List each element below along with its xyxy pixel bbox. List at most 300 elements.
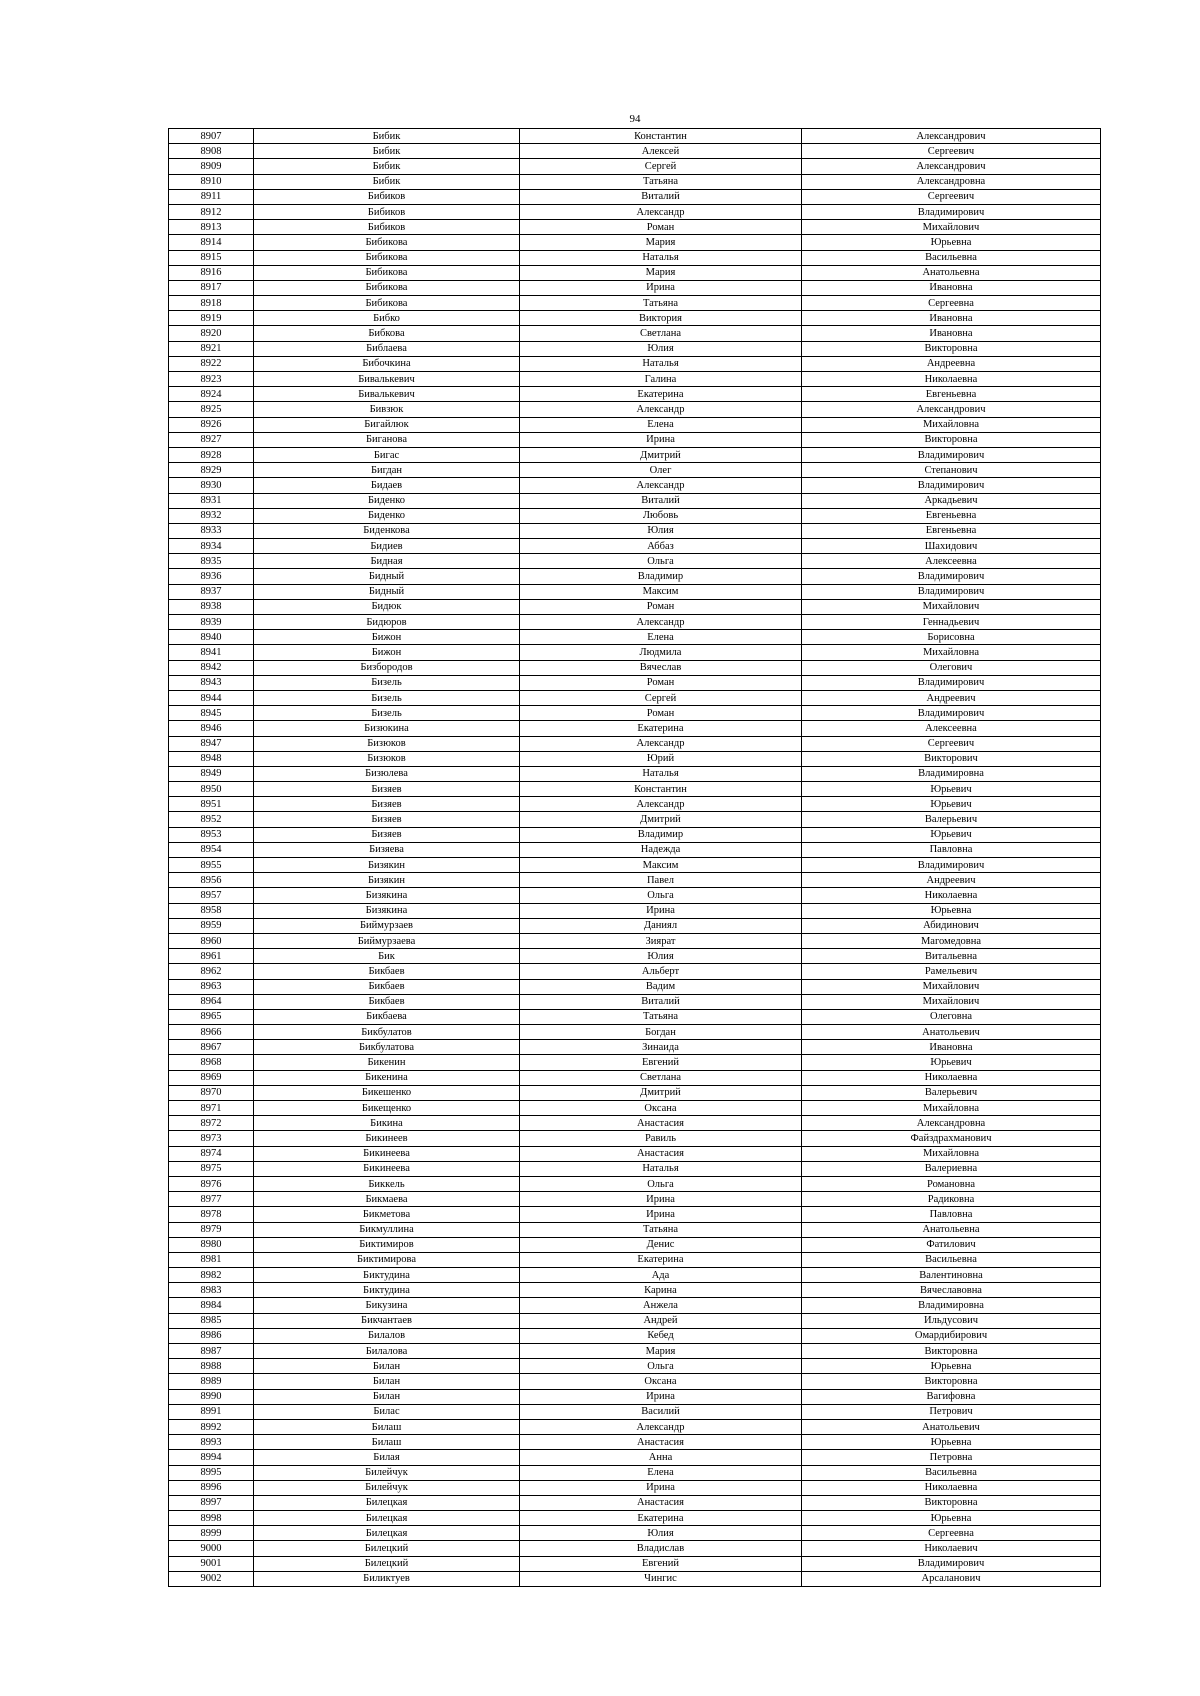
- first-name-cell: Ирина: [520, 1480, 802, 1495]
- patronymic-cell: Олегович: [802, 660, 1101, 675]
- last-name-cell: Бикметова: [254, 1207, 520, 1222]
- table-row: [169, 1389, 1101, 1404]
- patronymic-cell: Владимирович: [802, 858, 1101, 873]
- record-number-cell: 8947: [169, 736, 254, 751]
- table-row: [169, 1070, 1101, 1085]
- record-number-cell: 8911: [169, 189, 254, 204]
- last-name-cell: Билецкая: [254, 1511, 520, 1526]
- table-row: [169, 265, 1101, 280]
- first-name-cell: Надежда: [520, 842, 802, 857]
- last-name-cell: Билейчук: [254, 1480, 520, 1495]
- table-row: [169, 994, 1101, 1009]
- table-row: [169, 478, 1101, 493]
- patronymic-cell: Николаевна: [802, 888, 1101, 903]
- patronymic-cell: Анатольевич: [802, 1025, 1101, 1040]
- patronymic-cell: Алексеевна: [802, 721, 1101, 736]
- table-row: [169, 554, 1101, 569]
- patronymic-cell: Андреевич: [802, 690, 1101, 705]
- record-number-cell: 8913: [169, 220, 254, 235]
- patronymic-cell: Викторович: [802, 751, 1101, 766]
- last-name-cell: Бик: [254, 949, 520, 964]
- patronymic-cell: Файздрахманович: [802, 1131, 1101, 1146]
- table-row: [169, 1465, 1101, 1480]
- last-name-cell: Бикбулатов: [254, 1025, 520, 1040]
- last-name-cell: Бизяев: [254, 827, 520, 842]
- patronymic-cell: Михайловна: [802, 1101, 1101, 1116]
- table-row: [169, 387, 1101, 402]
- patronymic-cell: Юрьевич: [802, 1055, 1101, 1070]
- record-number-cell: 8985: [169, 1313, 254, 1328]
- last-name-cell: Бидюк: [254, 599, 520, 614]
- first-name-cell: Ирина: [520, 280, 802, 295]
- patronymic-cell: Аркадьевич: [802, 493, 1101, 508]
- record-number-cell: 8986: [169, 1328, 254, 1343]
- patronymic-cell: Сергеевич: [802, 736, 1101, 751]
- patronymic-cell: Александрович: [802, 159, 1101, 174]
- table-row: [169, 1131, 1101, 1146]
- last-name-cell: Биккель: [254, 1176, 520, 1191]
- patronymic-cell: Андреевич: [802, 873, 1101, 888]
- last-name-cell: Бикбаева: [254, 1009, 520, 1024]
- patronymic-cell: Александрович: [802, 129, 1101, 144]
- last-name-cell: Бибикова: [254, 280, 520, 295]
- first-name-cell: Вячеслав: [520, 660, 802, 675]
- first-name-cell: Ирина: [520, 1389, 802, 1404]
- table-row: [169, 1541, 1101, 1556]
- patronymic-cell: Валерьевич: [802, 1085, 1101, 1100]
- last-name-cell: Бикчантаев: [254, 1313, 520, 1328]
- table-row: [169, 1146, 1101, 1161]
- record-number-cell: 8990: [169, 1389, 254, 1404]
- table-row: [169, 690, 1101, 705]
- patronymic-cell: Ивановна: [802, 326, 1101, 341]
- patronymic-cell: Юрьевна: [802, 1359, 1101, 1374]
- last-name-cell: Бикинеева: [254, 1161, 520, 1176]
- patronymic-cell: Ивановна: [802, 280, 1101, 295]
- table-row: [169, 1556, 1101, 1571]
- first-name-cell: Мария: [520, 265, 802, 280]
- first-name-cell: Ольга: [520, 888, 802, 903]
- patronymic-cell: Александрович: [802, 402, 1101, 417]
- record-number-cell: 8997: [169, 1495, 254, 1510]
- last-name-cell: Билейчук: [254, 1465, 520, 1480]
- last-name-cell: Бибиков: [254, 220, 520, 235]
- table-row: [169, 1101, 1101, 1116]
- table-row: [169, 1435, 1101, 1450]
- patronymic-cell: Михайлович: [802, 994, 1101, 1009]
- record-number-cell: 8956: [169, 873, 254, 888]
- record-number-cell: 8963: [169, 979, 254, 994]
- last-name-cell: Билан: [254, 1359, 520, 1374]
- patronymic-cell: Васильевна: [802, 1465, 1101, 1480]
- patronymic-cell: Алексеевна: [802, 554, 1101, 569]
- first-name-cell: Юрий: [520, 751, 802, 766]
- table-row: [169, 1571, 1101, 1586]
- table-row: [169, 812, 1101, 827]
- record-number-cell: 8966: [169, 1025, 254, 1040]
- record-number-cell: 8925: [169, 402, 254, 417]
- last-name-cell: Бизюков: [254, 736, 520, 751]
- table-row: [169, 1055, 1101, 1070]
- last-name-cell: Бивалькевич: [254, 387, 520, 402]
- last-name-cell: Билецкий: [254, 1541, 520, 1556]
- last-name-cell: Билалов: [254, 1328, 520, 1343]
- first-name-cell: Вадим: [520, 979, 802, 994]
- last-name-cell: Бибочкина: [254, 356, 520, 371]
- last-name-cell: Бизель: [254, 690, 520, 705]
- record-number-cell: 8926: [169, 417, 254, 432]
- record-number-cell: 8912: [169, 204, 254, 219]
- first-name-cell: Анастасия: [520, 1146, 802, 1161]
- patronymic-cell: Фатилович: [802, 1237, 1101, 1252]
- patronymic-cell: Васильевна: [802, 250, 1101, 265]
- record-number-cell: 8915: [169, 250, 254, 265]
- last-name-cell: Бизякина: [254, 888, 520, 903]
- first-name-cell: Андрей: [520, 1313, 802, 1328]
- table-row: [169, 296, 1101, 311]
- first-name-cell: Богдан: [520, 1025, 802, 1040]
- table-row: [169, 1526, 1101, 1541]
- record-number-cell: 8942: [169, 660, 254, 675]
- record-number-cell: 9000: [169, 1541, 254, 1556]
- first-name-cell: Александр: [520, 478, 802, 493]
- table-row: [169, 1085, 1101, 1100]
- last-name-cell: Бикузина: [254, 1298, 520, 1313]
- last-name-cell: Билаш: [254, 1435, 520, 1450]
- record-number-cell: 8949: [169, 766, 254, 781]
- record-number-cell: 8973: [169, 1131, 254, 1146]
- first-name-cell: Максим: [520, 584, 802, 599]
- first-name-cell: Дмитрий: [520, 812, 802, 827]
- first-name-cell: Александр: [520, 736, 802, 751]
- last-name-cell: Бикенина: [254, 1070, 520, 1085]
- patronymic-cell: Андреевна: [802, 356, 1101, 371]
- record-number-cell: 8972: [169, 1116, 254, 1131]
- patronymic-cell: Владимирович: [802, 447, 1101, 462]
- record-number-cell: 8908: [169, 144, 254, 159]
- record-number-cell: 8916: [169, 265, 254, 280]
- first-name-cell: Светлана: [520, 326, 802, 341]
- record-number-cell: 8946: [169, 721, 254, 736]
- table-row: [169, 356, 1101, 371]
- table-row: [169, 144, 1101, 159]
- record-number-cell: 8970: [169, 1085, 254, 1100]
- patronymic-cell: Николаевна: [802, 1070, 1101, 1085]
- table-row: [169, 417, 1101, 432]
- record-number-cell: 8968: [169, 1055, 254, 1070]
- last-name-cell: Бикещенко: [254, 1101, 520, 1116]
- patronymic-cell: Олеговна: [802, 1009, 1101, 1024]
- table-row: [169, 1252, 1101, 1267]
- last-name-cell: Бибикова: [254, 235, 520, 250]
- table-row: [169, 675, 1101, 690]
- patronymic-cell: Владимирович: [802, 706, 1101, 721]
- last-name-cell: Биденкова: [254, 523, 520, 538]
- patronymic-cell: Радиковна: [802, 1192, 1101, 1207]
- registry-body: [169, 129, 1101, 1587]
- patronymic-cell: Магомедовна: [802, 933, 1101, 948]
- first-name-cell: Ада: [520, 1268, 802, 1283]
- last-name-cell: Бизяева: [254, 842, 520, 857]
- record-number-cell: 8964: [169, 994, 254, 1009]
- first-name-cell: Ольга: [520, 554, 802, 569]
- last-name-cell: Бизякин: [254, 873, 520, 888]
- last-name-cell: Бизякина: [254, 903, 520, 918]
- patronymic-cell: Николаевич: [802, 1541, 1101, 1556]
- record-number-cell: 8914: [169, 235, 254, 250]
- record-number-cell: 8929: [169, 463, 254, 478]
- record-number-cell: 8992: [169, 1419, 254, 1434]
- first-name-cell: Анастасия: [520, 1495, 802, 1510]
- first-name-cell: Людмила: [520, 645, 802, 660]
- first-name-cell: Ирина: [520, 903, 802, 918]
- last-name-cell: Бикбаев: [254, 964, 520, 979]
- last-name-cell: Бидный: [254, 584, 520, 599]
- table-row: [169, 1495, 1101, 1510]
- table-row: [169, 736, 1101, 751]
- record-number-cell: 8927: [169, 432, 254, 447]
- table-row: [169, 721, 1101, 736]
- record-number-cell: 8948: [169, 751, 254, 766]
- table-row: [169, 311, 1101, 326]
- last-name-cell: Билецкая: [254, 1495, 520, 1510]
- first-name-cell: Олег: [520, 463, 802, 478]
- first-name-cell: Виталий: [520, 493, 802, 508]
- table-row: [169, 1344, 1101, 1359]
- last-name-cell: Бижон: [254, 645, 520, 660]
- first-name-cell: Евгений: [520, 1556, 802, 1571]
- record-number-cell: 8924: [169, 387, 254, 402]
- first-name-cell: Роман: [520, 675, 802, 690]
- table-row: [169, 341, 1101, 356]
- first-name-cell: Александр: [520, 615, 802, 630]
- patronymic-cell: Николаевна: [802, 372, 1101, 387]
- record-number-cell: 8907: [169, 129, 254, 144]
- last-name-cell: Бибиков: [254, 189, 520, 204]
- first-name-cell: Ирина: [520, 1207, 802, 1222]
- table-row: [169, 766, 1101, 781]
- first-name-cell: Юлия: [520, 1526, 802, 1541]
- first-name-cell: Константин: [520, 782, 802, 797]
- record-number-cell: 8934: [169, 539, 254, 554]
- first-name-cell: Виктория: [520, 311, 802, 326]
- patronymic-cell: Юрьевич: [802, 782, 1101, 797]
- first-name-cell: Екатерина: [520, 721, 802, 736]
- table-row: [169, 706, 1101, 721]
- table-row: [169, 463, 1101, 478]
- last-name-cell: Бизбородов: [254, 660, 520, 675]
- first-name-cell: Светлана: [520, 1070, 802, 1085]
- first-name-cell: Александр: [520, 797, 802, 812]
- first-name-cell: Максим: [520, 858, 802, 873]
- record-number-cell: 8930: [169, 478, 254, 493]
- table-row: [169, 660, 1101, 675]
- table-row: [169, 523, 1101, 538]
- record-number-cell: 8987: [169, 1344, 254, 1359]
- last-name-cell: Бибикова: [254, 265, 520, 280]
- first-name-cell: Виталий: [520, 994, 802, 1009]
- last-name-cell: Бизюков: [254, 751, 520, 766]
- table-row: [169, 1116, 1101, 1131]
- record-number-cell: 8931: [169, 493, 254, 508]
- record-number-cell: 8950: [169, 782, 254, 797]
- patronymic-cell: Владимирович: [802, 569, 1101, 584]
- first-name-cell: Анастасия: [520, 1116, 802, 1131]
- last-name-cell: Биктимирова: [254, 1252, 520, 1267]
- patronymic-cell: Владимирович: [802, 1556, 1101, 1571]
- last-name-cell: Бибикова: [254, 296, 520, 311]
- last-name-cell: Бигдан: [254, 463, 520, 478]
- table-row: [169, 508, 1101, 523]
- patronymic-cell: Юрьевич: [802, 797, 1101, 812]
- last-name-cell: Бикбулатова: [254, 1040, 520, 1055]
- table-row: [169, 1480, 1101, 1495]
- record-number-cell: 8961: [169, 949, 254, 964]
- last-name-cell: Бибик: [254, 129, 520, 144]
- record-number-cell: 8998: [169, 1511, 254, 1526]
- table-row: [169, 447, 1101, 462]
- patronymic-cell: Николаевна: [802, 1480, 1101, 1495]
- last-name-cell: Билецкая: [254, 1526, 520, 1541]
- patronymic-cell: Вагифовна: [802, 1389, 1101, 1404]
- table-row: [169, 1374, 1101, 1389]
- table-row: [169, 326, 1101, 341]
- table-row: [169, 250, 1101, 265]
- first-name-cell: Татьяна: [520, 1009, 802, 1024]
- patronymic-cell: Геннадьевич: [802, 615, 1101, 630]
- record-number-cell: 8917: [169, 280, 254, 295]
- last-name-cell: Биденко: [254, 493, 520, 508]
- table-row: [169, 873, 1101, 888]
- first-name-cell: Сергей: [520, 690, 802, 705]
- last-name-cell: Бикенин: [254, 1055, 520, 1070]
- table-row: [169, 402, 1101, 417]
- first-name-cell: Юлия: [520, 523, 802, 538]
- table-row: [169, 159, 1101, 174]
- table-row: [169, 964, 1101, 979]
- last-name-cell: Биктудина: [254, 1268, 520, 1283]
- first-name-cell: Зиярат: [520, 933, 802, 948]
- first-name-cell: Алексей: [520, 144, 802, 159]
- first-name-cell: Кебед: [520, 1328, 802, 1343]
- last-name-cell: Бикина: [254, 1116, 520, 1131]
- record-number-cell: 8981: [169, 1252, 254, 1267]
- patronymic-cell: Викторовна: [802, 432, 1101, 447]
- table-row: [169, 842, 1101, 857]
- record-number-cell: 8933: [169, 523, 254, 538]
- record-number-cell: 8994: [169, 1450, 254, 1465]
- last-name-cell: Билалова: [254, 1344, 520, 1359]
- first-name-cell: Александр: [520, 402, 802, 417]
- record-number-cell: 8993: [169, 1435, 254, 1450]
- record-number-cell: 8936: [169, 569, 254, 584]
- first-name-cell: Анастасия: [520, 1435, 802, 1450]
- table-row: [169, 1298, 1101, 1313]
- record-number-cell: 8995: [169, 1465, 254, 1480]
- record-number-cell: 8967: [169, 1040, 254, 1055]
- table-row: [169, 220, 1101, 235]
- record-number-cell: 8982: [169, 1268, 254, 1283]
- record-number-cell: 8965: [169, 1009, 254, 1024]
- record-number-cell: 8953: [169, 827, 254, 842]
- patronymic-cell: Петрович: [802, 1404, 1101, 1419]
- first-name-cell: Анна: [520, 1450, 802, 1465]
- last-name-cell: Бикбаев: [254, 979, 520, 994]
- table-row: [169, 797, 1101, 812]
- table-row: [169, 888, 1101, 903]
- table-row: [169, 1283, 1101, 1298]
- first-name-cell: Елена: [520, 630, 802, 645]
- patronymic-cell: Владимировна: [802, 766, 1101, 781]
- first-name-cell: Альберт: [520, 964, 802, 979]
- table-row: [169, 1450, 1101, 1465]
- patronymic-cell: Витальевна: [802, 949, 1101, 964]
- table-row: [169, 918, 1101, 933]
- patronymic-cell: Валериевна: [802, 1161, 1101, 1176]
- patronymic-cell: Евгеньевна: [802, 387, 1101, 402]
- first-name-cell: Наталья: [520, 356, 802, 371]
- first-name-cell: Чингис: [520, 1571, 802, 1586]
- last-name-cell: Бивзюк: [254, 402, 520, 417]
- last-name-cell: Бидный: [254, 569, 520, 584]
- last-name-cell: Биймурзаева: [254, 933, 520, 948]
- patronymic-cell: Павловна: [802, 1207, 1101, 1222]
- first-name-cell: Юлия: [520, 341, 802, 356]
- patronymic-cell: Сергеевна: [802, 296, 1101, 311]
- last-name-cell: Бидиев: [254, 539, 520, 554]
- patronymic-cell: Владимирович: [802, 584, 1101, 599]
- first-name-cell: Мария: [520, 235, 802, 250]
- record-number-cell: 8935: [169, 554, 254, 569]
- record-number-cell: 8920: [169, 326, 254, 341]
- patronymic-cell: Викторовна: [802, 1344, 1101, 1359]
- first-name-cell: Мария: [520, 1344, 802, 1359]
- first-name-cell: Оксана: [520, 1374, 802, 1389]
- last-name-cell: Биликтуев: [254, 1571, 520, 1586]
- patronymic-cell: Михайлович: [802, 599, 1101, 614]
- last-name-cell: Бибко: [254, 311, 520, 326]
- first-name-cell: Павел: [520, 873, 802, 888]
- table-row: [169, 1404, 1101, 1419]
- record-number-cell: 8938: [169, 599, 254, 614]
- patronymic-cell: Анатольевна: [802, 1222, 1101, 1237]
- record-number-cell: 8977: [169, 1192, 254, 1207]
- table-row: [169, 1268, 1101, 1283]
- table-row: [169, 1176, 1101, 1191]
- last-name-cell: Бибик: [254, 144, 520, 159]
- first-name-cell: Ирина: [520, 1192, 802, 1207]
- last-name-cell: Бивалькевич: [254, 372, 520, 387]
- first-name-cell: Александр: [520, 204, 802, 219]
- table-row: [169, 645, 1101, 660]
- table-row: [169, 1025, 1101, 1040]
- record-number-cell: 8939: [169, 615, 254, 630]
- last-name-cell: Биймурзаев: [254, 918, 520, 933]
- last-name-cell: Билецкий: [254, 1556, 520, 1571]
- patronymic-cell: Александровна: [802, 1116, 1101, 1131]
- first-name-cell: Оксана: [520, 1101, 802, 1116]
- last-name-cell: Бизяев: [254, 797, 520, 812]
- patronymic-cell: Юрьевна: [802, 1511, 1101, 1526]
- record-number-cell: 8928: [169, 447, 254, 462]
- last-name-cell: Бикмуллина: [254, 1222, 520, 1237]
- record-number-cell: 8975: [169, 1161, 254, 1176]
- patronymic-cell: Анатольевна: [802, 265, 1101, 280]
- first-name-cell: Дмитрий: [520, 447, 802, 462]
- patronymic-cell: Рамельевич: [802, 964, 1101, 979]
- record-number-cell: 8910: [169, 174, 254, 189]
- table-row: [169, 569, 1101, 584]
